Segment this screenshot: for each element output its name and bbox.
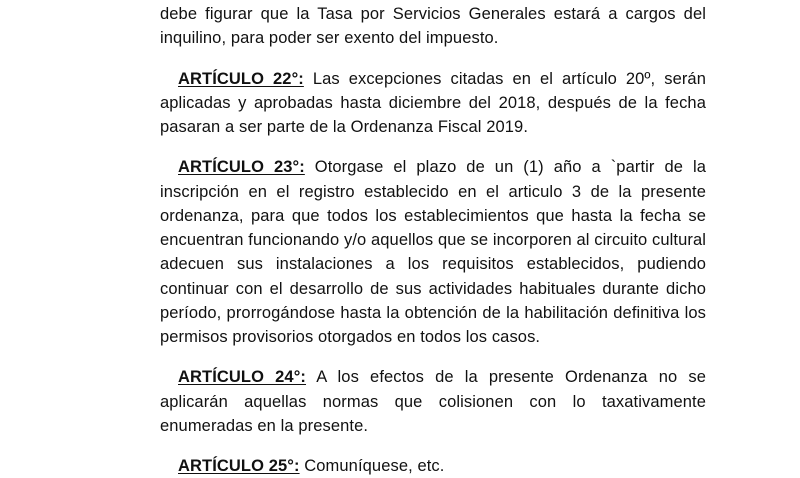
- paragraph-continuation: [160, 2, 706, 51]
- paragraph-articulo-25: [160, 454, 706, 478]
- article-text-23: Otorgase el plazo de un (1) año a `partir de la inscripción en el registro establecido en el articulo 3 de la presente ordenanza, para que todos los establecimientos que hasta la fecha se encuentran funcionando y/o aquellos que se incorporen al circuito cultural adecuen sus instalaciones a los requisitos establecidos, pudiendo continuar con el desarrollo de sus actividades habituales durante dicho período, prorrogándose hasta la obtención de la habilitación definitiva los permisos provisorios otorgados en todos los casos.: [160, 158, 706, 346]
- paragraph-text: debe figurar que la Tasa por Servicios Generales estará a cargos del inquilino, para poder ser exento del impuesto.: [160, 5, 706, 48]
- paragraph-articulo-23: [160, 155, 706, 349]
- article-text-25: Comuníquese, etc.: [299, 457, 445, 475]
- paragraph-articulo-22: [160, 67, 706, 140]
- paragraph-articulo-24: [160, 365, 706, 438]
- article-label-23: ARTÍCULO 23°:: [178, 158, 305, 177]
- article-label-25: ARTÍCULO 25°:: [178, 457, 300, 475]
- article-text-22: Las excepciones citadas en el artículo 20º, serán aplicadas y aprobadas hasta diciembre del 2018, después de la fecha pasaran a ser parte de la Ordenanza Fiscal 2019.: [160, 69, 706, 136]
- article-label-22: ARTÍCULO 22°:: [178, 69, 304, 88]
- article-text-24: A los efectos de la presente Ordenanza no se aplicarán aquellas normas que colisionen con lo taxativamente enumeradas en la presente.: [160, 368, 706, 435]
- document-text-column: [160, 0, 706, 478]
- article-label-24: ARTÍCULO 24°:: [178, 368, 307, 387]
